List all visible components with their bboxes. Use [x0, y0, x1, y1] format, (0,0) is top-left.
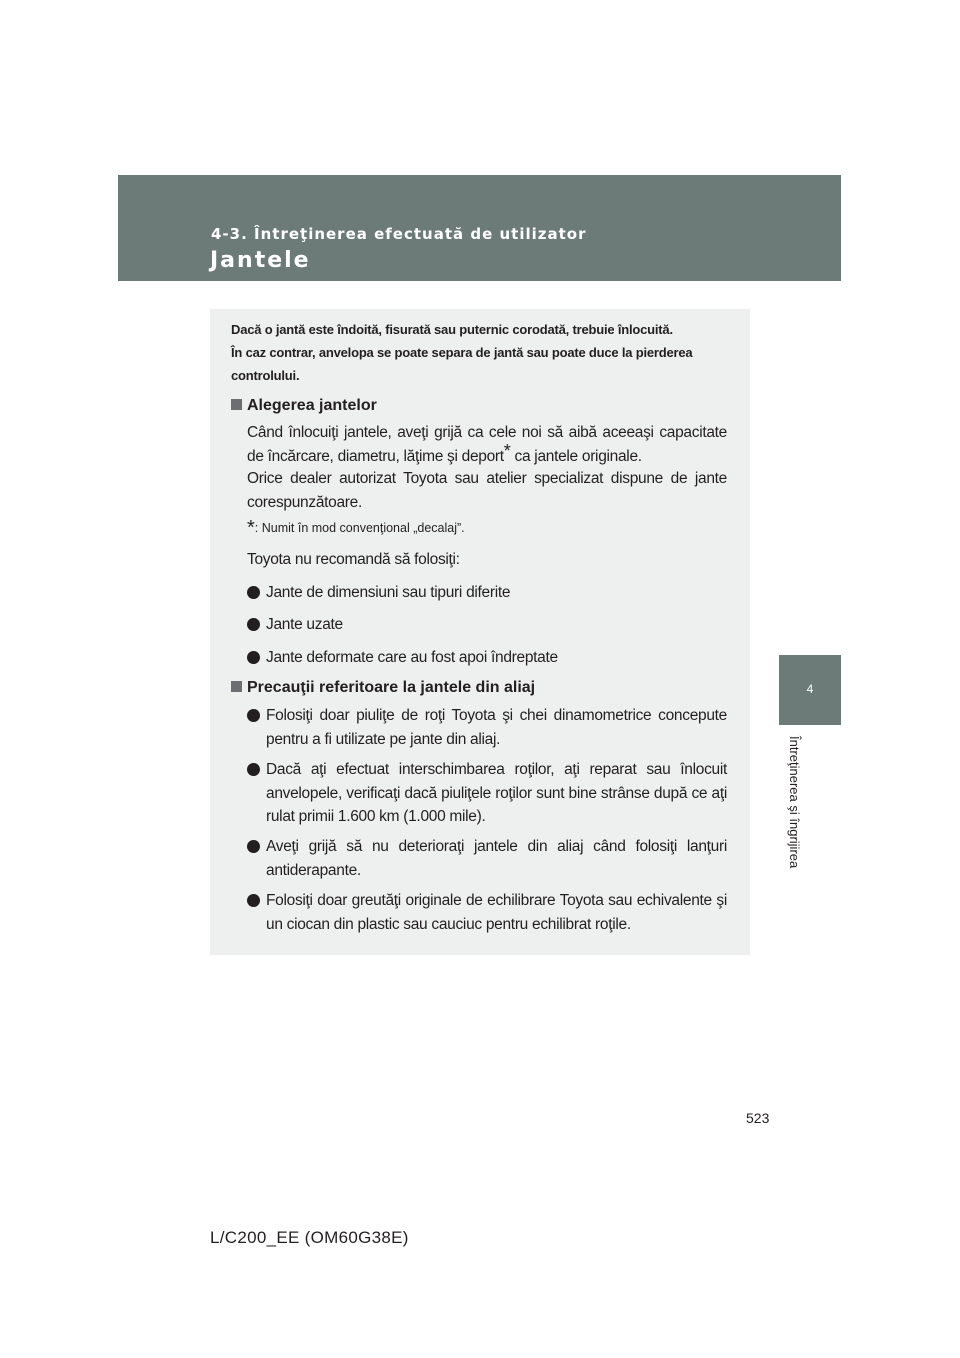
paragraph-replacement: [247, 421, 727, 468]
list-item: [247, 613, 727, 637]
list-item: [247, 704, 727, 751]
document-id: L/C200_EE (OM60G38E): [210, 1228, 409, 1247]
footnote: [247, 517, 465, 540]
list-item-text: Jante de dimensiuni sau tipuri diferite: [266, 584, 511, 601]
square-bullet-icon: [231, 681, 242, 692]
bullet-dot-icon: [247, 709, 260, 722]
list-item-text: Jante deformate care au fost apoi îndreptate: [266, 649, 558, 666]
list-item: [247, 581, 727, 605]
bullet-dot-icon: [247, 840, 260, 853]
paragraph-dealer: Orice dealer autorizat Toyota sau atelier specializat dispune de jante corespunzătoare.: [247, 470, 727, 511]
paragraph-text-end: ca jantele originale.: [510, 447, 642, 465]
list-item: [247, 758, 727, 829]
page-title: Jantele: [210, 248, 311, 273]
section-label: 4-3. Întreţinerea efectuată de utilizator: [211, 225, 587, 243]
list-item-text: Aveţi grijă să nu deterioraţi jantele din aliaj când folosiţi lanţuri antiderapante.: [266, 838, 727, 879]
chapter-number: 4: [806, 682, 814, 696]
list-item-text: Folosiţi doar piuliţe de roţi Toyota şi chei dinamometrice concepute pentru a fi utilizate pe jante din aliaj.: [266, 707, 727, 748]
heading-precautii-aliaj: [231, 679, 535, 697]
chapter-title: Întreţinerea şi îngrijirea: [787, 736, 802, 869]
intro-line-1: Dacă o jantă este îndoită, fisurată sau puternic corodată, trebuie înlocuită.: [231, 322, 673, 337]
list-item: [247, 889, 727, 936]
heading-text: Precauţii referitoare la jantele din aliaj: [247, 679, 536, 696]
recommendation-text: Toyota nu recomandă să folosiţi:: [247, 551, 460, 568]
list-item-text: Folosiţi doar greutăţi originale de echilibrare Toyota sau echivalente şi un ciocan din plastic sau cauciuc pentru echilibrat roţile.: [266, 892, 727, 933]
list-item-text: Jante uzate: [266, 616, 343, 633]
footnote-text: : Numit în mod convenţional „decalaj”.: [254, 521, 465, 535]
list-item-text: Dacă aţi efectuat interschimbarea roţilor, aţi reparat sau înlocuit anvelopele, verificaţi dacă piuliţele roţilor sunt bine strânse după ce aţi rulat primii 1.600 km (1.000 mile).: [266, 761, 727, 825]
footnote-star: *: [247, 517, 255, 539]
bullet-dot-icon: [247, 894, 260, 907]
intro-line-2: În caz contrar, anvelopa se poate separa de jantă sau poate duce la pierderea controlului.: [231, 345, 693, 383]
intro-warning: [231, 318, 731, 387]
list-item: [247, 646, 727, 670]
footnote-marker: *: [503, 440, 511, 461]
chapter-tab: [779, 655, 841, 725]
page-number: 523: [746, 1110, 770, 1126]
heading-text: Alegerea jantelor: [247, 397, 377, 414]
square-bullet-icon: [231, 399, 242, 410]
bullet-dot-icon: [247, 586, 260, 599]
bullet-dot-icon: [247, 618, 260, 631]
paragraph-text: Când înlocuiţi jantele, aveţi grijă ca cele noi să aibă aceeaşi capacitate de încărcare, diametru, lăţime şi deport: [247, 424, 727, 465]
bullet-dot-icon: [247, 651, 260, 664]
heading-alegerea-jantelor: [231, 397, 377, 415]
bullet-dot-icon: [247, 763, 260, 776]
list-item: [247, 835, 727, 882]
